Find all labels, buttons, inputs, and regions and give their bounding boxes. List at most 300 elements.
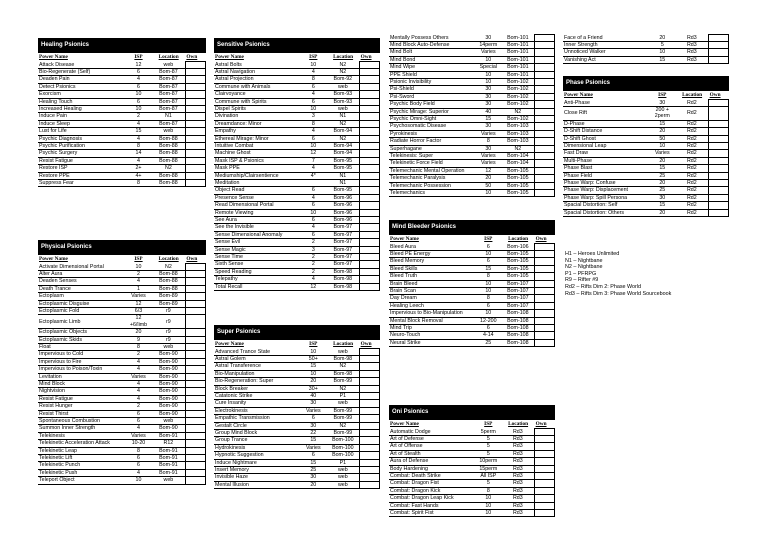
own-checkbox[interactable]	[185, 462, 205, 469]
own-checkbox[interactable]	[535, 160, 555, 167]
own-checkbox[interactable]	[185, 165, 205, 172]
power-name: Telepathy	[214, 276, 300, 283]
own-checkbox[interactable]	[360, 128, 380, 135]
own-checkbox[interactable]	[535, 175, 555, 182]
own-checkbox[interactable]	[185, 180, 205, 187]
own-checkbox[interactable]	[535, 101, 555, 108]
own-checkbox[interactable]	[535, 450, 555, 457]
own-checkbox[interactable]	[185, 270, 205, 277]
own-checkbox[interactable]	[360, 349, 380, 356]
own-checkbox[interactable]	[535, 287, 555, 294]
table-row	[389, 78, 555, 85]
source-location: N2	[502, 145, 535, 152]
source-location: Bom-105	[502, 182, 535, 189]
power-name: Astral Navigation	[214, 68, 300, 75]
power-name: Empathy	[214, 128, 300, 135]
isp-cost: 6	[125, 455, 152, 462]
table-row	[214, 157, 380, 164]
own-checkbox[interactable]	[360, 83, 380, 90]
source-location: Bom-98	[327, 370, 360, 377]
table-row	[389, 339, 555, 346]
own-checkbox[interactable]	[535, 465, 555, 472]
own-checkbox[interactable]	[185, 388, 205, 395]
own-checkbox[interactable]	[185, 366, 205, 373]
own-checkbox[interactable]	[185, 62, 205, 69]
isp-cost: 12-200	[475, 317, 501, 324]
own-checkbox[interactable]	[535, 280, 555, 287]
section-title: Super Psionics	[214, 325, 380, 340]
own-checkbox[interactable]	[535, 56, 555, 63]
own-checkbox[interactable]	[535, 435, 555, 442]
own-checkbox[interactable]	[535, 310, 555, 317]
own-checkbox[interactable]	[360, 400, 380, 407]
own-checkbox[interactable]	[535, 472, 555, 479]
own-checkbox[interactable]	[185, 91, 205, 98]
own-checkbox[interactable]	[535, 509, 555, 516]
own-checkbox[interactable]	[709, 165, 729, 172]
own-checkbox[interactable]	[360, 142, 380, 149]
isp-cost: 8	[125, 180, 152, 187]
section-title: Healing Psionics	[38, 38, 206, 53]
table-header	[38, 53, 206, 62]
own-checkbox[interactable]	[185, 105, 205, 112]
table-row	[389, 480, 555, 487]
table-row	[563, 100, 729, 107]
own-checkbox[interactable]	[709, 202, 729, 209]
own-checkbox[interactable]	[360, 76, 380, 83]
table-row	[563, 142, 729, 149]
own-checkbox[interactable]	[535, 35, 555, 42]
own-checkbox[interactable]	[185, 113, 205, 120]
own-checkbox[interactable]	[185, 172, 205, 179]
own-checkbox[interactable]	[360, 363, 380, 370]
source-location: Bom-101	[502, 49, 535, 56]
table-row	[563, 209, 729, 216]
source-location: Bom-107	[502, 280, 535, 287]
own-checkbox[interactable]	[360, 385, 380, 392]
own-checkbox[interactable]	[535, 273, 555, 280]
source-location: web	[152, 418, 186, 425]
source-location: Rd3	[502, 458, 535, 465]
own-checkbox[interactable]	[185, 68, 205, 75]
own-checkbox[interactable]	[535, 115, 555, 122]
own-checkbox[interactable]	[360, 254, 380, 261]
own-checkbox[interactable]	[360, 444, 380, 451]
own-checkbox[interactable]	[535, 182, 555, 189]
column-header-name: Power Name	[215, 341, 244, 348]
source-location: Bom-101	[502, 35, 535, 42]
own-checkbox[interactable]	[709, 35, 729, 42]
power-name: Lust for Life	[38, 128, 125, 135]
own-checkbox[interactable]	[360, 105, 380, 112]
source-location: Bom-87	[152, 76, 186, 83]
source-location: r9	[152, 315, 186, 329]
power-table	[389, 235, 555, 347]
own-checkbox[interactable]	[535, 295, 555, 302]
own-checkbox[interactable]	[185, 264, 205, 271]
power-name: Exorcism	[38, 91, 125, 98]
own-checkbox[interactable]	[360, 62, 380, 69]
own-checkbox[interactable]	[535, 495, 555, 502]
own-checkbox[interactable]	[535, 258, 555, 265]
isp-cost: 7	[300, 157, 326, 164]
own-checkbox[interactable]	[360, 422, 380, 429]
isp-cost: 2	[125, 270, 152, 277]
own-checkbox[interactable]	[185, 83, 205, 90]
own-checkbox[interactable]	[709, 209, 729, 216]
own-checkbox[interactable]	[535, 339, 555, 346]
own-checkbox[interactable]	[360, 452, 380, 459]
own-checkbox[interactable]	[535, 108, 555, 115]
table-row	[38, 373, 206, 380]
isp-cost: 40	[475, 108, 501, 115]
own-checkbox[interactable]	[709, 120, 729, 127]
own-checkbox[interactable]	[360, 415, 380, 422]
source-location: N2	[327, 120, 360, 127]
source-location: Rd3	[502, 435, 535, 442]
own-checkbox[interactable]	[360, 231, 380, 238]
own-checkbox[interactable]	[360, 355, 380, 362]
table-row	[389, 265, 555, 272]
own-checkbox[interactable]	[535, 138, 555, 145]
own-checkbox[interactable]	[185, 343, 205, 350]
own-checkbox[interactable]	[185, 410, 205, 417]
power-name: Sixth Sense	[214, 261, 300, 268]
own-checkbox[interactable]	[709, 187, 729, 194]
isp-cost: 6	[300, 452, 326, 459]
own-checkbox[interactable]	[360, 246, 380, 253]
own-checkbox[interactable]	[360, 239, 380, 246]
own-checkbox[interactable]	[360, 459, 380, 466]
table-row	[389, 310, 555, 317]
section-title: Sensitive Psionics	[214, 38, 380, 53]
own-checkbox[interactable]	[535, 429, 555, 436]
power-name: Clairvoyance	[214, 91, 300, 98]
power-name: Telekinetic Acceleration Attack	[38, 440, 125, 447]
isp-cost: Varies	[475, 130, 501, 137]
own-checkbox[interactable]	[185, 395, 205, 402]
own-checkbox[interactable]	[709, 194, 729, 201]
own-checkbox[interactable]	[185, 128, 205, 135]
power-name: Spacial Distortion: Self	[563, 202, 649, 209]
source-location: Rd2	[676, 172, 709, 179]
table-row	[389, 175, 555, 182]
table-row	[214, 202, 380, 209]
own-checkbox[interactable]	[185, 455, 205, 462]
table-row	[389, 49, 555, 56]
source-location: Bom-104	[502, 153, 535, 160]
table-row	[214, 474, 380, 481]
own-checkbox[interactable]	[535, 86, 555, 93]
own-checkbox[interactable]	[360, 165, 380, 172]
own-checkbox[interactable]	[185, 329, 205, 336]
table-row	[389, 443, 555, 450]
own-checkbox[interactable]	[709, 157, 729, 164]
isp-cost: 4	[300, 91, 326, 98]
own-checkbox[interactable]	[360, 180, 380, 187]
source-location: Bom-108	[502, 332, 535, 339]
own-checkbox[interactable]	[535, 93, 555, 100]
own-checkbox[interactable]	[360, 187, 380, 194]
isp-cost: 4	[125, 425, 152, 432]
isp-cost: Varies	[300, 444, 326, 451]
table-row	[214, 172, 380, 179]
source-location: Bom-106	[502, 244, 535, 251]
own-checkbox[interactable]	[709, 128, 729, 135]
own-checkbox[interactable]	[185, 425, 205, 432]
own-checkbox[interactable]	[709, 135, 729, 142]
own-checkbox[interactable]	[535, 41, 555, 48]
own-checkbox[interactable]	[185, 142, 205, 149]
source-location: Bom-108	[502, 310, 535, 317]
own-checkbox[interactable]	[360, 392, 380, 399]
own-checkbox[interactable]	[709, 41, 729, 48]
own-checkbox[interactable]	[360, 217, 380, 224]
power-name: Spacial Distortion: Others	[563, 209, 649, 216]
power-name: Detect Psionics	[38, 83, 125, 90]
own-checkbox[interactable]	[185, 278, 205, 285]
own-checkbox[interactable]	[185, 381, 205, 388]
own-checkbox[interactable]	[535, 487, 555, 494]
own-checkbox[interactable]	[360, 157, 380, 164]
own-checkbox[interactable]	[360, 113, 380, 120]
own-checkbox[interactable]	[360, 437, 380, 444]
table-row	[38, 343, 206, 350]
own-checkbox[interactable]	[185, 432, 205, 439]
own-checkbox[interactable]	[360, 194, 380, 201]
own-checkbox[interactable]	[185, 403, 205, 410]
power-name: Phase Warp: Spill Persona	[563, 194, 649, 201]
own-checkbox[interactable]	[185, 336, 205, 343]
own-checkbox[interactable]	[185, 358, 205, 365]
own-checkbox[interactable]	[185, 150, 205, 157]
own-checkbox[interactable]	[185, 98, 205, 105]
source-location: Rd2	[676, 142, 709, 149]
own-checkbox[interactable]	[535, 130, 555, 137]
source-location: web	[327, 83, 360, 90]
own-checkbox[interactable]	[185, 440, 205, 447]
own-checkbox[interactable]	[535, 265, 555, 272]
table-row	[389, 280, 555, 287]
own-checkbox[interactable]	[360, 209, 380, 216]
power-name: D-Shift Ghost	[563, 135, 649, 142]
own-checkbox[interactable]	[185, 447, 205, 454]
power-name: Catatonic Strike	[214, 392, 300, 399]
source-location: Bom-97	[327, 231, 360, 238]
own-checkbox[interactable]	[360, 276, 380, 283]
own-checkbox[interactable]	[360, 429, 380, 436]
isp-cost: 6	[300, 415, 326, 422]
own-checkbox[interactable]	[535, 502, 555, 509]
own-checkbox[interactable]	[185, 418, 205, 425]
power-name: Gestalt Circle	[214, 422, 300, 429]
own-checkbox[interactable]	[709, 172, 729, 179]
own-checkbox[interactable]	[535, 190, 555, 197]
table-header	[389, 420, 555, 429]
own-checkbox[interactable]	[535, 49, 555, 56]
own-checkbox[interactable]	[360, 474, 380, 481]
own-checkbox[interactable]	[535, 145, 555, 152]
own-checkbox[interactable]	[535, 458, 555, 465]
source-location: N2	[152, 264, 186, 271]
source-location: web	[327, 105, 360, 112]
source-location: Bom-87	[152, 68, 186, 75]
isp-cost: 6	[125, 98, 152, 105]
isp-cost: 50	[649, 135, 675, 142]
own-checkbox[interactable]	[185, 120, 205, 127]
own-checkbox[interactable]	[185, 300, 205, 307]
own-checkbox[interactable]	[185, 293, 205, 300]
table-row	[214, 385, 380, 392]
own-checkbox[interactable]	[360, 268, 380, 275]
power-name: Art of Offense	[389, 443, 475, 450]
own-checkbox[interactable]	[185, 351, 205, 358]
own-checkbox[interactable]	[535, 244, 555, 251]
table-row	[389, 41, 555, 48]
isp-cost: 4	[300, 165, 326, 172]
own-checkbox[interactable]	[360, 370, 380, 377]
own-checkbox[interactable]	[185, 285, 205, 292]
own-checkbox[interactable]	[360, 481, 380, 488]
own-checkbox[interactable]	[535, 324, 555, 331]
column-header-isp: ISP	[658, 92, 667, 99]
source-location: Bom-97	[327, 246, 360, 253]
own-checkbox[interactable]	[360, 407, 380, 414]
source-location: Bom-102	[502, 86, 535, 93]
own-checkbox[interactable]	[535, 167, 555, 174]
own-checkbox[interactable]	[709, 100, 729, 107]
own-checkbox[interactable]	[360, 261, 380, 268]
isp-cost: 10	[300, 349, 326, 356]
source-location: Bom-108	[502, 317, 535, 324]
power-name: Mind Block Auto-Defense	[389, 41, 475, 48]
power-name: Astral Projection	[214, 76, 300, 83]
own-checkbox[interactable]	[360, 91, 380, 98]
power-name: Healing Leech	[389, 302, 475, 309]
power-name: Levitation	[38, 373, 125, 380]
isp-cost: 6	[125, 83, 152, 90]
column-header-own: Own	[185, 255, 205, 264]
source-location: Bom-91	[152, 455, 186, 462]
power-name: Sense Time	[214, 254, 300, 261]
own-checkbox[interactable]	[535, 480, 555, 487]
source-location: Rd3	[502, 472, 535, 479]
power-name: Telemechanics	[389, 190, 475, 197]
own-checkbox[interactable]	[535, 332, 555, 339]
own-checkbox[interactable]	[185, 76, 205, 83]
power-name: Spontaneous Combustion	[38, 418, 125, 425]
own-checkbox[interactable]	[360, 68, 380, 75]
own-checkbox[interactable]	[360, 283, 380, 290]
column-header-isp: ISP	[134, 54, 143, 61]
own-checkbox[interactable]	[185, 315, 205, 329]
own-checkbox[interactable]	[709, 150, 729, 157]
source-location: Bom-95	[327, 157, 360, 164]
own-checkbox[interactable]	[360, 150, 380, 157]
power-name: Ectoplasmic Limb	[38, 315, 125, 329]
table-row	[389, 115, 555, 122]
own-checkbox[interactable]	[535, 317, 555, 324]
power-name: Teleport Object	[38, 477, 125, 484]
source-location: Rd3	[502, 429, 535, 436]
own-checkbox[interactable]	[360, 135, 380, 142]
table-row	[214, 363, 380, 370]
table-row	[214, 142, 380, 149]
power-name: Pyrokinesis	[389, 130, 475, 137]
power-name: Object Read	[214, 187, 300, 194]
own-checkbox[interactable]	[535, 71, 555, 78]
own-checkbox[interactable]	[185, 135, 205, 142]
source-location: Bom-88	[152, 172, 186, 179]
own-checkbox[interactable]	[185, 469, 205, 476]
own-checkbox[interactable]	[535, 123, 555, 130]
column-header-name: Power Name	[215, 54, 244, 61]
own-checkbox[interactable]	[360, 467, 380, 474]
own-checkbox[interactable]	[360, 202, 380, 209]
own-checkbox[interactable]	[535, 153, 555, 160]
table-row	[38, 329, 206, 336]
own-checkbox[interactable]	[709, 56, 729, 63]
own-checkbox[interactable]	[185, 157, 205, 164]
own-checkbox[interactable]	[360, 120, 380, 127]
table-row	[389, 160, 555, 167]
source-location: Bom-97	[327, 239, 360, 246]
own-checkbox[interactable]	[535, 302, 555, 309]
own-checkbox[interactable]	[185, 307, 205, 314]
isp-cost: 5	[475, 480, 501, 487]
table-row	[389, 487, 555, 494]
power-name: Brain Bleed	[389, 280, 475, 287]
table-row	[389, 258, 555, 265]
isp-cost: 20	[649, 157, 675, 164]
column-header-location: Location	[508, 236, 529, 243]
own-checkbox[interactable]	[709, 142, 729, 149]
source-location: Bom-88	[152, 285, 186, 292]
table-row	[563, 179, 729, 186]
table-row	[38, 91, 206, 98]
own-checkbox[interactable]	[535, 250, 555, 257]
own-checkbox[interactable]	[185, 477, 205, 484]
own-checkbox[interactable]	[360, 378, 380, 385]
own-checkbox[interactable]	[535, 78, 555, 85]
own-checkbox[interactable]	[185, 373, 205, 380]
power-name: Body Hardening	[389, 465, 475, 472]
source-location: Bom-105	[502, 190, 535, 197]
own-checkbox[interactable]	[535, 64, 555, 71]
isp-cost: 8	[475, 487, 501, 494]
isp-cost: 8	[475, 295, 501, 302]
own-checkbox[interactable]	[535, 443, 555, 450]
power-name: Telekinetic Leap	[38, 447, 125, 454]
column-header-location: Location	[158, 256, 179, 263]
isp-cost: 10	[300, 142, 326, 149]
power-name: Combat: Death Strike	[389, 472, 475, 479]
own-checkbox[interactable]	[360, 224, 380, 231]
source-location: Bom-88	[152, 135, 186, 142]
own-checkbox[interactable]	[709, 179, 729, 186]
table-row	[214, 187, 380, 194]
power-name: Bleed Truth	[389, 273, 475, 280]
source-location: N2	[327, 363, 360, 370]
isp-cost: 30	[649, 194, 675, 201]
isp-cost: 8	[300, 76, 326, 83]
own-checkbox[interactable]	[709, 106, 729, 120]
own-checkbox[interactable]	[360, 172, 380, 179]
source-location: Bom-99	[327, 378, 360, 385]
own-checkbox[interactable]	[709, 49, 729, 56]
source-location: N2	[327, 135, 360, 142]
own-checkbox[interactable]	[360, 98, 380, 105]
